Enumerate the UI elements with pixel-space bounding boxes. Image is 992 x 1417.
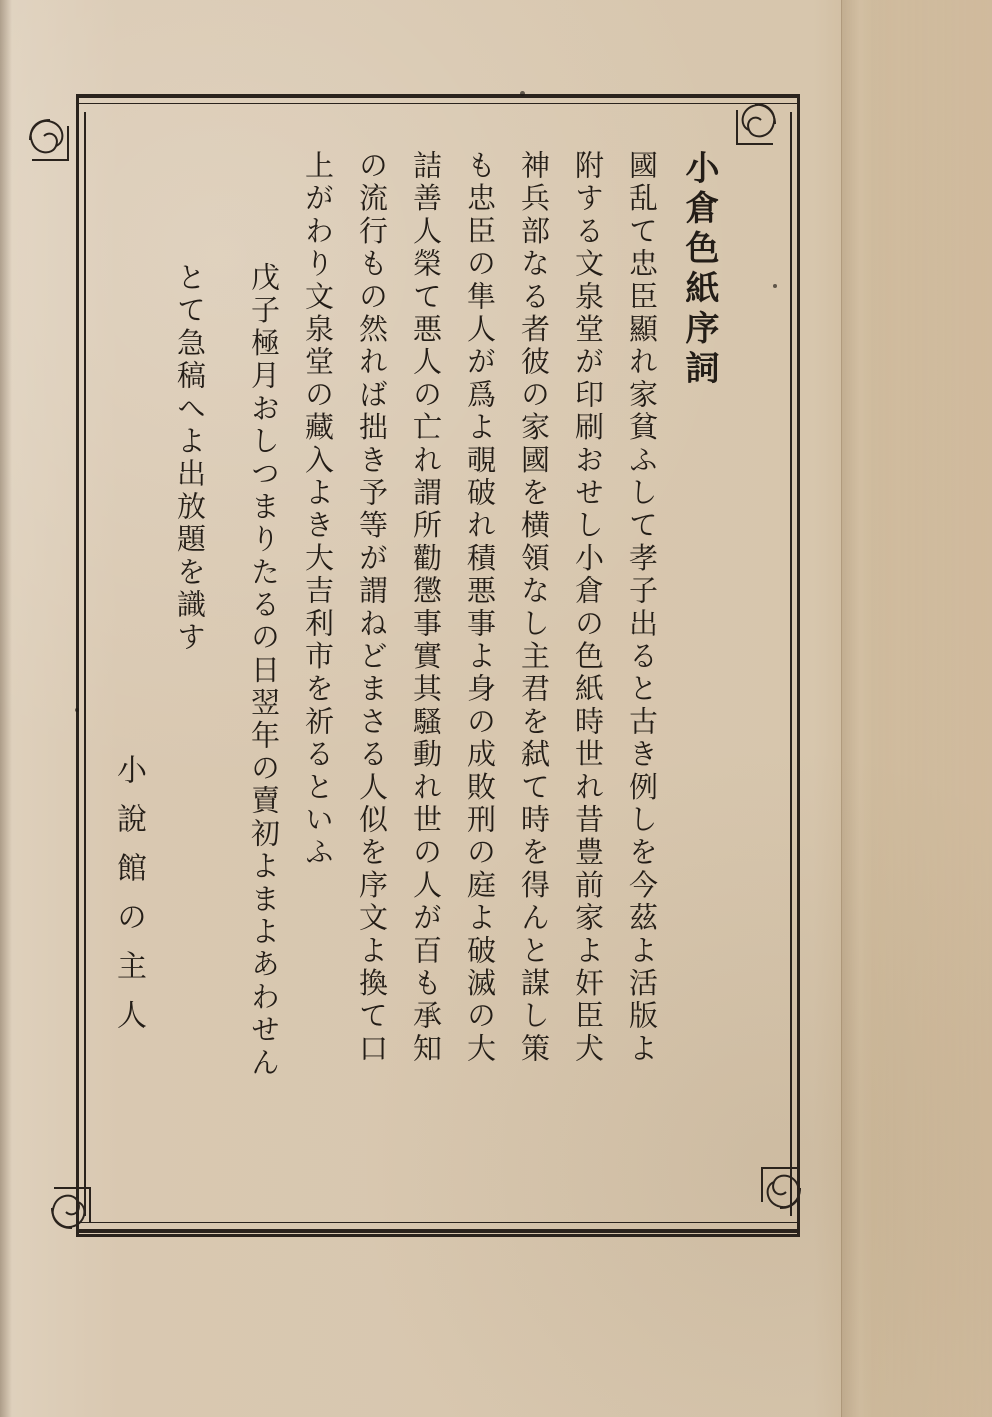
corner-ornament-bottom-right-icon: [752, 1160, 808, 1216]
author-signature: 小說館の主人: [111, 754, 146, 1048]
page-edge-shadow: [0, 0, 12, 1417]
preface-column-5: 詰善人榮て悪人の亡れ謂所勸懲事實其騷動れ世の人が百も承知: [409, 150, 443, 1066]
print-speck: [520, 91, 525, 96]
print-speck: [773, 284, 777, 288]
corner-ornament-top-right-icon: [727, 96, 783, 152]
vertical-preface-text: [100, 150, 740, 1195]
decorative-border-bottom: [76, 1222, 800, 1233]
preface-column-9: とて急稿へよ出放題を識す: [173, 262, 207, 655]
preface-column-7: 上がわり文泉堂の藏入よき大吉利市を祈るといふ: [301, 150, 335, 870]
print-speck: [75, 708, 79, 712]
preface-column-4: も忠臣の隼人が爲よ覗破れ積悪事よ身の成敗刑の庭よ破滅の大: [463, 150, 497, 1066]
decorative-border-top: [76, 94, 800, 104]
preface-title: 小倉色紙序詞: [679, 150, 719, 390]
preface-column-1: 國乱て忠臣顯れ家貧ふして孝子出ると古き例しを今茲よ活版よ: [625, 150, 659, 1066]
preface-column-3: 神兵部なる者彼の家國を横領なし主君を弑て時を得んと謀し策: [517, 150, 551, 1066]
adjacent-page-strip: [841, 0, 992, 1417]
corner-ornament-top-left-icon: [22, 112, 78, 168]
preface-column-8: 戊子極月おしつまりたるの日翌年の賣初よまよあわせん: [247, 262, 281, 1080]
corner-ornament-bottom-left-icon: [44, 1180, 100, 1236]
preface-column-6: の流行もの然れば拙き予等が謂ねどまさる人似を序文よ換て口: [355, 150, 389, 1066]
preface-column-2: 附する文泉堂が印刷おせし小倉の色紙時世れ昔豊前家よ奸臣犬: [571, 150, 605, 1066]
